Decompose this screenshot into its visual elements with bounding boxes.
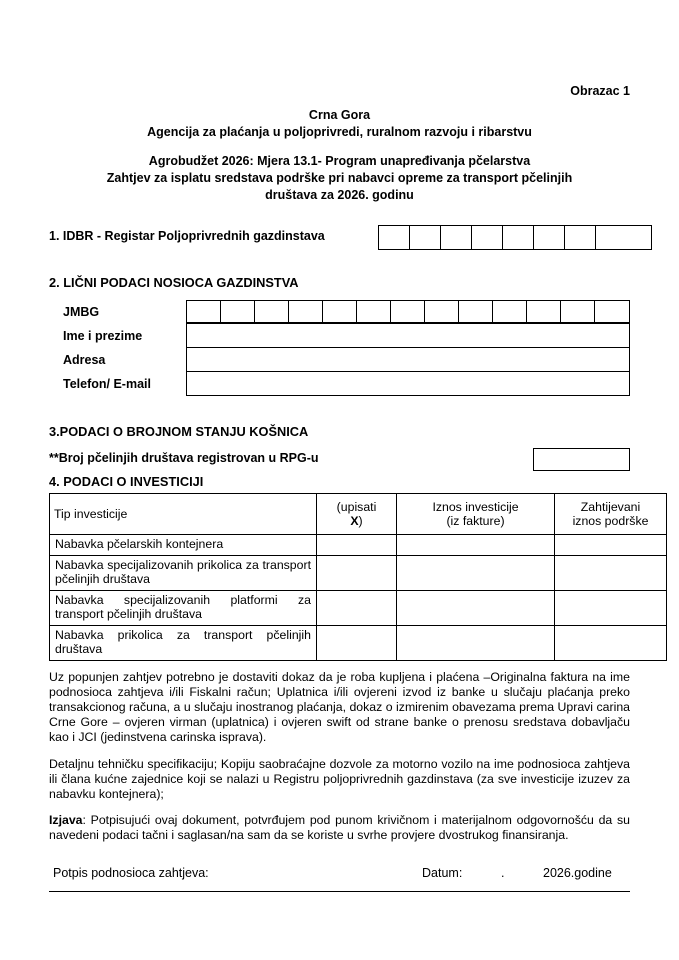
table-row [49,372,630,396]
footer-divider [49,891,630,892]
investment-support-cell[interactable] [555,555,667,590]
personal-data-table [49,300,630,396]
jmbg-cell[interactable] [425,301,459,322]
investment-type-cell: Nabavka prikolica za transport pčelinjih društava [50,625,317,660]
investment-support-cell[interactable] [555,535,667,556]
investment-amount-cell[interactable] [397,555,555,590]
investment-mark-cell[interactable] [317,555,397,590]
note-paragraph-declaration [49,813,630,843]
jmbg-cell[interactable] [221,301,255,322]
investment-amount-cell[interactable] [397,535,555,556]
investment-support-cell[interactable] [555,625,667,660]
signature-label: Potpis podnosioca zahtjeva: [53,865,209,880]
name-label: Ime i prezime [63,328,143,343]
name-input[interactable] [186,324,630,348]
jmbg-cell[interactable] [527,301,561,322]
jmbg-cell[interactable] [255,301,289,322]
investment-amount-cell[interactable] [397,625,555,660]
idbr-cell[interactable] [565,226,596,249]
phone-email-label: Telefon/ E-mail [63,376,151,391]
jmbg-cell[interactable] [391,301,425,322]
date-separator: . [501,865,505,880]
jmbg-cell[interactable] [595,301,628,322]
note-paragraph-technical: Detaljnu tehničku specifikaciju; Kopiju saobraćajne dozvole za motorno vozilo na ime podnosioca zahtjeva ili člana kućne zajednice koji se nalazi u Registru poljoprivrednih gazdinstava (za sve investicije izuzev za nabavku kontejnera); [49,756,630,801]
investment-amount-cell[interactable] [397,590,555,625]
table-row [50,535,667,556]
col-header-mark [317,494,397,535]
jmbg-input-boxes[interactable] [186,300,630,323]
investment-table [49,493,667,661]
col-header-support-line1: Zahtijevani [580,500,641,514]
jmbg-field-wrap [186,300,630,324]
investment-mark-cell[interactable] [317,590,397,625]
note-paragraph-documents: Uz popunjen zahtjev potrebno je dostaviti dokaz da je roba kupljena i plaćena –Originalna faktura na ime podnosioca zahtjeva i/ili Fiskalni račun; Uplatnica i/ili ovjereni izvod iz banke u slučaju plaćanja preko transakcionog računa, a u slučaju inostranog plaćanja, dokaz o izmirenim obavezama prema Upravi carina Crne Gore – ovjeren virman (uplatnica) i ovjeren swift od strane banke o prenosu sredstava dobavljaču kao i JCI (jedinstvena carinska isprava). [49,669,630,745]
phone-email-input[interactable] [186,372,630,396]
col-header-mark-line2 [321,514,392,528]
title-country: Crna Gora [308,108,371,122]
jmbg-cell[interactable] [459,301,493,322]
mark-x-glyph: X [350,514,359,528]
address-input[interactable] [186,348,630,372]
col-header-support-line2: iznos podrške [572,514,649,528]
jmbg-cell[interactable] [187,301,221,322]
col-header-type: Tip investicije [50,494,317,535]
idbr-cell[interactable] [503,226,534,249]
document-title-block [49,107,630,204]
idbr-row [49,225,630,253]
col-header-amount-line2: (iz fakture) [446,514,505,528]
idbr-cell[interactable] [534,226,565,249]
jmbg-cell[interactable] [357,301,391,322]
title-request-line-1: Zahtjev za isplatu sredstava podrške pri nabavci opreme za transport pčelinjih [106,171,573,185]
jmbg-cell[interactable] [323,301,357,322]
table-row [50,555,667,590]
idbr-label: 1. IDBR - Registar Poljoprivrednih gazdinstava [49,229,325,243]
table-row [50,625,667,660]
investment-type-cell: Nabavka pčelarskih kontejnera [50,535,317,556]
jmbg-cell[interactable] [289,301,323,322]
title-request-line-2: društava za 2026. godinu [265,188,414,202]
year-label: 2026.godine [543,865,612,880]
declaration-label: Izjava [49,813,83,828]
col-header-mark-line1: (upisati [336,500,377,514]
section3-heading: 3.PODACI O BROJNOM STANJU KOŠNICA [49,424,309,439]
jmbg-label: JMBG [63,304,100,319]
investment-type-cell: Nabavka specijalizovanih prikolica za transport pčelinjih društava [50,555,317,590]
idbr-cell[interactable] [410,226,441,249]
investment-mark-cell[interactable] [317,535,397,556]
date-label: Datum: [422,865,463,880]
investment-support-cell[interactable] [555,590,667,625]
idbr-cell[interactable] [379,226,410,249]
registered-colonies-input[interactable] [533,448,630,471]
idbr-input-boxes[interactable] [378,225,652,250]
jmbg-cell[interactable] [561,301,595,322]
title-agency: Agencija za plaćanja u poljoprivredi, ruralnom razvoju i ribarstvu [147,125,532,139]
document-content [49,0,649,892]
idbr-cell[interactable] [441,226,472,249]
idbr-cell[interactable] [596,226,651,249]
mark-paren: ) [358,514,363,528]
jmbg-cell[interactable] [493,301,527,322]
title-spacer [49,141,630,153]
signature-footer [49,866,630,888]
table-row [49,324,630,348]
col-header-amount [397,494,555,535]
table-header-row [50,494,667,535]
section2-heading: 2. LIČNI PODACI NOSIOCA GAZDINSTVA [49,275,299,290]
investment-mark-cell[interactable] [317,625,397,660]
form-code: Obrazac 1 [570,84,630,98]
address-label: Adresa [63,352,106,367]
col-header-amount-line1: Iznos investicije [432,500,519,514]
table-row [50,590,667,625]
declaration-text: : Potpisujući ovaj dokument, potvrđujem pod punom krivičnom i materijalnom odgovornošću da su navedeni podaci tačni i saglasan/na sam da se koriste u svrhe provjere dvostrukog finansiranja. [49,813,630,843]
table-row [49,348,630,372]
section4-heading: 4. PODACI O INVESTICIJI [49,474,204,489]
registered-colonies-label: **Broj pčelinjih društava registrovan u RPG-u [49,451,319,465]
idbr-cell[interactable] [472,226,503,249]
table-row [49,300,630,324]
section3-row [49,448,630,472]
investment-type-cell: Nabavka specijalizovanih platformi za transport pčelinjih društava [50,590,317,625]
col-header-support [555,494,667,535]
title-program: Agrobudžet 2026: Mjera 13.1- Program unapređivanja pčelarstva [148,154,531,168]
